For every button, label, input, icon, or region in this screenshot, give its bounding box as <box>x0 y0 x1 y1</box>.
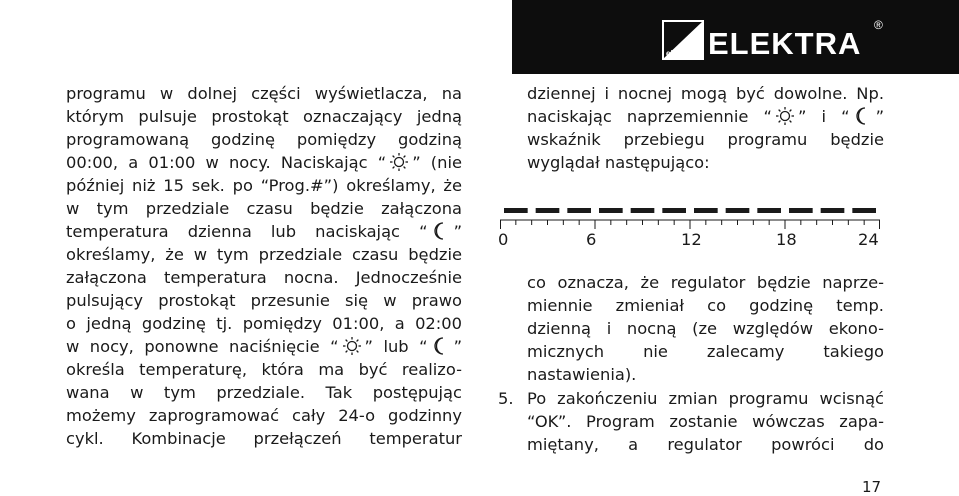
text-line <box>527 128 884 151</box>
timeline-segment <box>821 208 845 213</box>
text-fragment: wyglądał następująco: <box>527 153 710 172</box>
text-fragment: ” <box>453 222 462 241</box>
text-line <box>66 312 462 335</box>
timeline-segments <box>504 208 876 213</box>
text-fragment: możemy zaprogramować cały 24-o godzinny <box>66 406 462 425</box>
text-fragment: wana w tym przedziale. Tak postępując <box>66 383 462 402</box>
text-fragment: określamy, że w tym przedziale czasu będzie <box>66 245 462 264</box>
text-line: miętany, a regulator powróci do <box>527 435 884 454</box>
text-line <box>66 266 462 289</box>
text-fragment: pulsujący prostokąt przesunie się w prawo <box>66 291 462 310</box>
timeline-segment <box>757 208 781 213</box>
text-line <box>66 358 462 381</box>
timeline-label: 6 <box>586 230 597 249</box>
text-line <box>66 197 462 220</box>
timeline-segment <box>662 208 686 213</box>
text-line: nastawienia). <box>527 365 637 384</box>
timeline-segment <box>599 208 623 213</box>
text-fragment: w tym przedziale czasu będzie załączona <box>66 199 462 218</box>
brand-name: ELEKTRA <box>708 26 862 61</box>
text-line: “OK”. Program zostanie wówczas zapa- <box>527 412 884 431</box>
text-line <box>527 151 884 174</box>
timeline-segment <box>536 208 560 213</box>
text-fragment: programu w dolnej części wyświetlacza, na <box>66 84 462 103</box>
moon-icon <box>431 336 451 356</box>
text-fragment: w nocy, ponowne naciśnięcie “ <box>66 337 339 356</box>
timeline-label: 12 <box>681 230 702 249</box>
text-fragment: ” i “ <box>797 107 850 126</box>
text-line <box>66 243 462 266</box>
text-line: micznych nie zalecamy takiego <box>527 342 884 361</box>
text-fragment: ” lub “ <box>364 337 428 356</box>
timeline-segment <box>567 208 591 213</box>
text-line <box>66 289 462 312</box>
text-fragment: którym pulsuje prostokąt oznaczający jedną <box>66 107 462 126</box>
text-fragment: temperatura dzienna lub naciskając “ <box>66 222 428 241</box>
text-fragment: cykl. Kombinacje przełączeń temperatur <box>66 429 462 448</box>
timeline-segment <box>726 208 750 213</box>
text-line <box>66 151 462 174</box>
registered-mark: ® <box>874 18 883 32</box>
text-fragment: wskaźnik przebiegu programu będzie <box>527 130 884 149</box>
text-line <box>66 82 462 105</box>
sun-icon <box>389 152 409 172</box>
timeline-label: 24 <box>858 230 879 249</box>
text-line: co oznacza, że regulator będzie naprze- <box>527 273 884 292</box>
text-fragment: ” (nie <box>412 153 463 172</box>
text-fragment: programowaną godzinę pomiędzy godziną <box>66 130 462 149</box>
text-line <box>527 105 884 128</box>
text-line <box>66 220 462 243</box>
text-fragment: o jedną godzinę tj. pomiędzy 01:00, a 02:00 <box>66 314 462 333</box>
timeline-label: 18 <box>776 230 797 249</box>
step-5-text <box>527 387 884 456</box>
timeline-segment <box>852 208 876 213</box>
text-line <box>66 105 462 128</box>
timeline-segment <box>504 208 528 213</box>
text-line <box>66 174 462 197</box>
logo-box-text: elektra <box>666 49 694 58</box>
text-line: dzienną i nocną (ze względów ekono- <box>527 319 884 338</box>
text-line <box>66 381 462 404</box>
text-line: Po zakończeniu zmian programu wcisnąć <box>527 389 884 408</box>
text-fragment: 00:00, a 01:00 w nocy. Naciskając “ <box>66 153 387 172</box>
text-fragment: ” <box>875 107 885 126</box>
text-line <box>527 82 884 105</box>
moon-icon <box>853 106 873 126</box>
text-line <box>66 404 462 427</box>
sun-icon <box>775 106 795 126</box>
text-fragment: ” <box>453 337 462 356</box>
right-text-column-top <box>527 82 884 174</box>
text-fragment: naciskając naprzemiennie “ <box>527 107 772 126</box>
text-fragment: dziennej i nocnej mogą być dowolne. Np. <box>527 84 884 103</box>
step-number: 5. <box>498 389 514 408</box>
sun-icon <box>342 336 362 356</box>
page-number: 17 <box>862 478 882 496</box>
timeline-ticks <box>501 220 880 229</box>
text-fragment: określa temperaturę, która ma być realizo- <box>66 360 462 379</box>
timeline-segment <box>631 208 655 213</box>
text-fragment: załączona temperatura nocna. Jednocześnie <box>66 268 462 287</box>
timeline-segment <box>789 208 813 213</box>
text-line: miennie zmieniał co godzinę temp. <box>527 296 884 315</box>
text-line <box>66 128 462 151</box>
timeline-segment <box>694 208 718 213</box>
text-fragment: później niż 15 sek. po “Prog.#”) określamy, że <box>66 176 462 195</box>
left-text-column <box>66 82 462 450</box>
result-description <box>527 271 884 386</box>
text-line <box>66 427 462 450</box>
moon-icon <box>431 221 451 241</box>
text-line <box>66 335 462 358</box>
timeline-label: 0 <box>498 230 509 249</box>
